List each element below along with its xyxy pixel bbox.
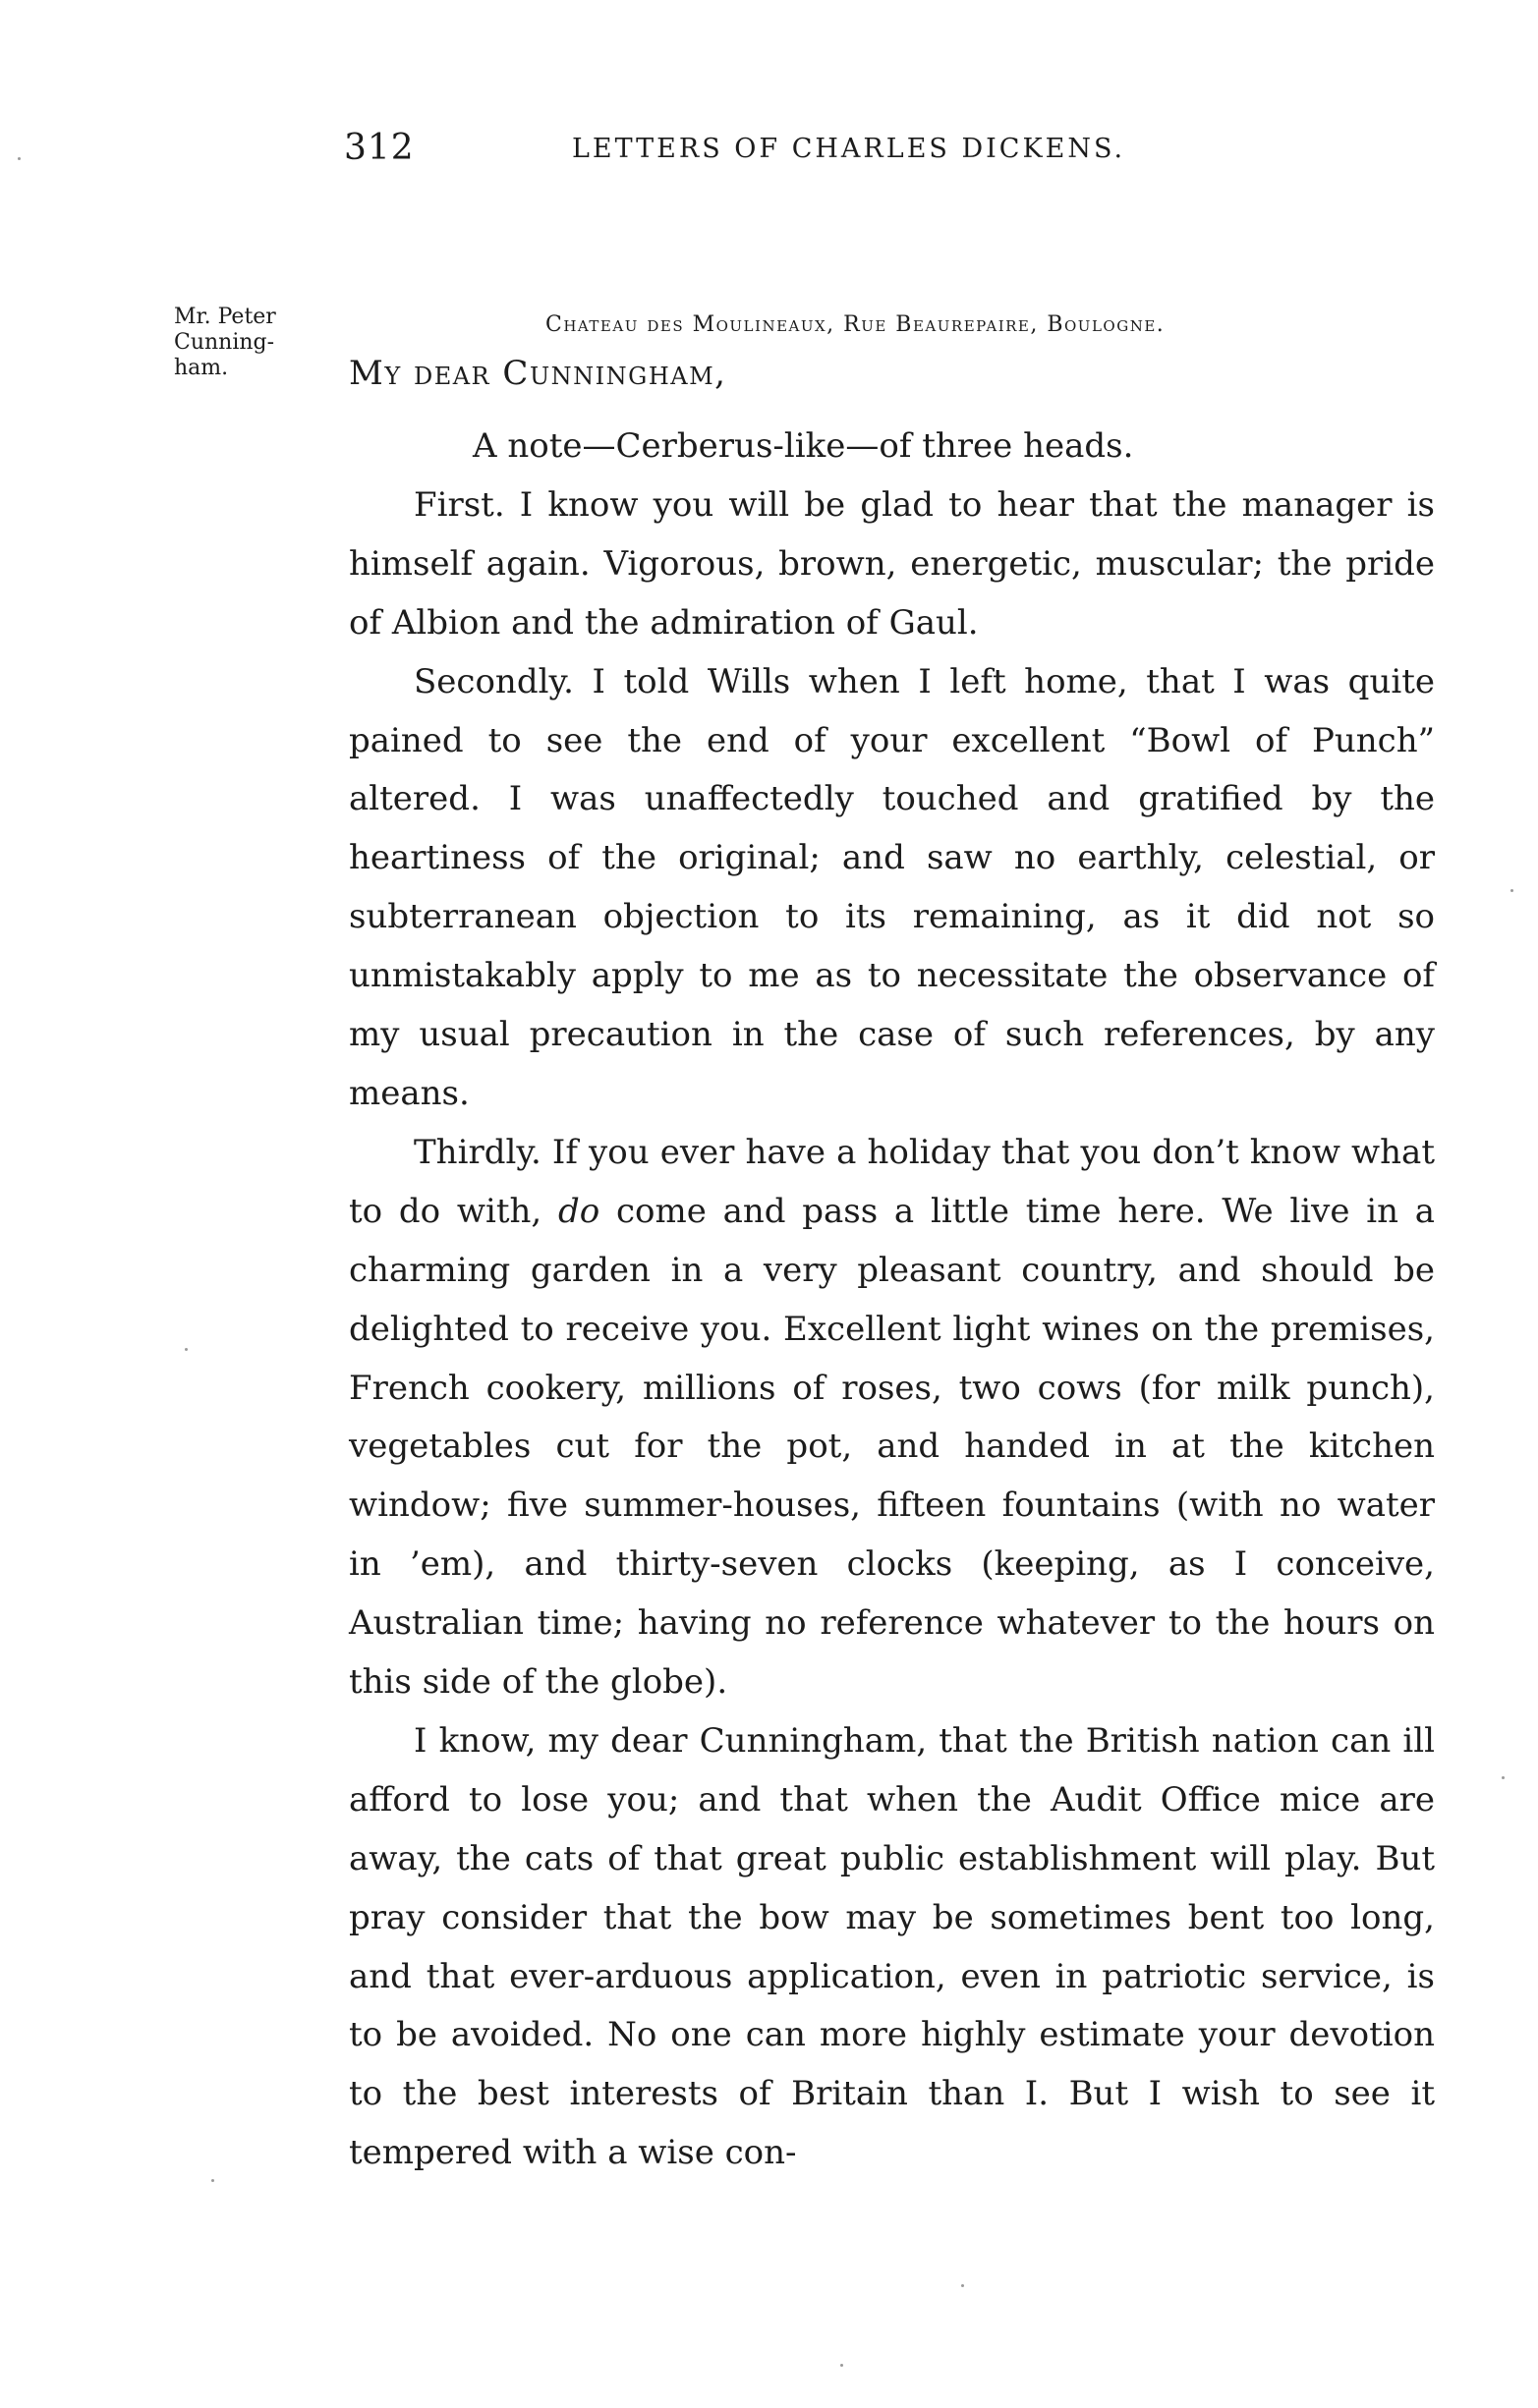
paragraph-secondly: Secondly. I told Wills when I left home, that I was quite pained to see the end of your excellent “Bowl of Punch” altered. I was unaffectedly touched and gratified by the heartiness of the original; and saw no earthly, celestial, or subterranean objection to its remaining, as it did not so unmistakably apply to me as to necessitate the observance of my usual precaution in the case of such references, by any means. — [349, 661, 1435, 1113]
running-head: LETTERS OF CHARLES DICKENS. — [572, 134, 1126, 164]
paragraph-intro: A note—Cerberus-like—of three heads. — [473, 426, 1134, 466]
margin-note-line: Mr. Peter — [174, 305, 276, 329]
letter-body — [349, 418, 1435, 2183]
emphasis-do: do — [557, 1191, 600, 1231]
letter-salutation: My dear Cunningham, — [349, 354, 727, 393]
paper-speck — [18, 157, 21, 160]
paper-speck — [211, 2179, 214, 2182]
paper-speck — [840, 2364, 843, 2367]
paper-speck — [1502, 1776, 1505, 1779]
paragraph-first: First. I know you will be glad to hear that the manager is himself again. Vigorous, brown, energetic, muscular; the pride of Albion and the admiration of Gaul. — [349, 484, 1435, 643]
margin-note — [174, 305, 321, 381]
margin-note-line: ham. — [174, 356, 229, 380]
margin-note-line: Cunning- — [174, 330, 275, 355]
paper-speck — [961, 2284, 964, 2287]
page-number: 312 — [344, 128, 415, 168]
letter-dateline: Chateau des Moulineaux, Rue Beaurepaire, Boulogne. — [545, 312, 1166, 337]
paragraph-thirdly-start: Thirdly. If you ever have a holiday that you don’t know what to do with, — [349, 1132, 1435, 1231]
page-header — [344, 128, 1228, 187]
paragraph-thirdly-end: come and pass a little time here. We live in a charming garden in a very pleasant country, and should be delighted to receive you. Excellent light wines on the premises, French cookery, millions of roses, two cows (for milk punch), vegetables cut for the pot, and handed in at the kitchen window; five summer-houses, fifteen fountains (with no water in ’em), and thirty-seven clocks (keeping, as I conceive, Australian time; having no reference whatever to the hours on this side of the globe). — [349, 1191, 1436, 1703]
paragraph-thirdly — [349, 1124, 1435, 1712]
paragraph-closing: I know, my dear Cunningham, that the British nation can ill afford to lose you; and that when the Audit Office mice are away, the cats of that great public establishment will play. But pray consider that the bow may be sometimes bent too long, and that ever-arduous application, even in patriotic service, is to be avoided. No one can more highly estimate your devotion to the best interests of Britain than I. But I wish to see it tempered with a wise con- — [349, 1720, 1435, 2173]
paper-speck — [185, 1348, 188, 1351]
paper-speck — [1510, 889, 1513, 892]
